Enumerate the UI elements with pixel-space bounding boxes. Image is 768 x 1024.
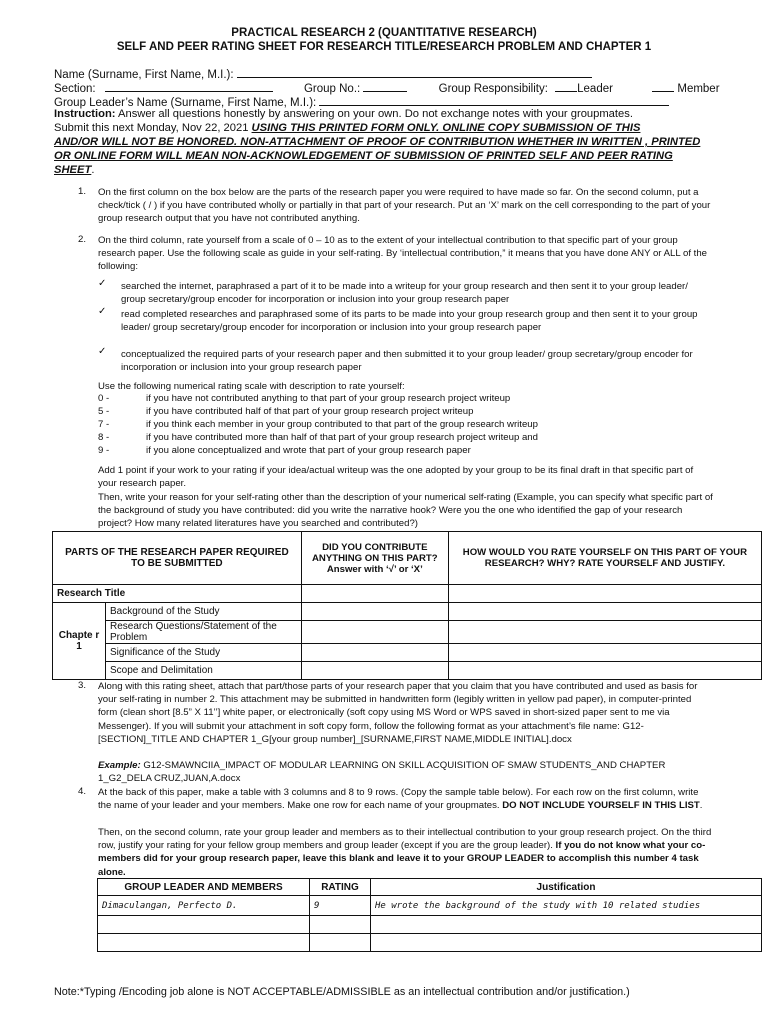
check-item-2: read completed researches and paraphrased some of its parts to be made into your group research group and then sent it to your group leader/ group secretary/group encoder for incorporation or inclusion into your group research paper	[121, 309, 698, 334]
chapter-label: Chapte r 1	[53, 603, 106, 680]
instruction-line4: OR ONLINE FORM WILL MEAN NON-ACKNOWLEDGEMENT OF SUBMISSION OF PRINTED SELF AND PEER RATING	[54, 150, 673, 162]
item4-text1: At the back of this paper, make a table with 3 columns and 8 to 9 rows. (Copy the sample table below). For each row on the first column, write the name of your leader and your members. Make one row for each name of your groupmates. DO NOT INCLUDE YOURSELF IN THIS LIST.	[98, 787, 703, 812]
rate-cell[interactable]	[448, 603, 761, 621]
group-no-blank[interactable]	[363, 80, 407, 92]
part-label: Scope and Delimitation	[106, 662, 302, 680]
member-justification-cell[interactable]	[371, 916, 762, 934]
self-rating-table	[52, 531, 762, 680]
item1-text: On the first column on the box below are the parts of the research paper you were required to have made so far. On the second column, put a check/tick ( / ) if you have contributed wholly or partially in that part of your research. Put an ‘X’ mark on the cell corresponding to the part of your group research output that you have not contributed anything.	[98, 187, 711, 225]
rate-cell[interactable]	[448, 644, 761, 662]
item4-text2: Then, on the second column, rate your group leader and members as to their intellectual contribution to your group research project. On the third row, justify your rating for your fellow group members and group leader (except if you are the group leader). If you do not know what your co-members did for your group research paper, leave this blank and leave it to your GROUP LEADER to accomplish this number 4 task alone.	[98, 827, 712, 878]
name-blank[interactable]	[237, 66, 592, 78]
col-header-parts: PARTS OF THE RESEARCH PAPER REQUIRED TO BE SUBMITTED	[53, 532, 302, 585]
member-rating-cell[interactable]	[310, 934, 371, 952]
member-justification-cell[interactable]: He wrote the background of the study with 10 related studies	[371, 896, 762, 916]
member-blank[interactable]	[652, 80, 674, 92]
scale-row: 9 - if you alone conceptualized and wrote that part of your group research paper	[98, 445, 471, 456]
check-icon: ✓	[98, 346, 107, 357]
contribute-cell[interactable]	[301, 662, 448, 680]
instruction-line5: SHEET.	[54, 164, 95, 176]
instruction-line2: Submit this next Monday, Nov 22, 2021 USING THIS PRINTED FORM ONLY. ONLINE COPY SUBMISSION OF THIS	[54, 122, 641, 134]
rate-cell[interactable]	[448, 585, 761, 603]
member-name-cell[interactable]	[98, 916, 310, 934]
part-label: Significance of the Study	[106, 644, 302, 662]
item2-number: 2.	[78, 234, 87, 245]
member-name-cell[interactable]: Dimaculangan, Perfecto D.	[98, 896, 310, 916]
item4-number: 4.	[78, 786, 87, 797]
scale-row: 8 - if you have contributed more than half of that part of your group research project writeup and	[98, 432, 538, 443]
instruction-line3: AND/OR WILL NOT BE HONORED. NON-ATTACHMENT OF PROOF OF CONTRIBUTION WHETHER IN WRITTEN , PRINTED	[54, 136, 701, 148]
contribute-cell[interactable]	[301, 621, 448, 644]
scale-row: 7 - if you think each member in your group contributed to that part of the group research writeup	[98, 419, 538, 430]
leader-name-blank[interactable]	[319, 94, 669, 106]
contribute-cell[interactable]	[301, 644, 448, 662]
rate-cell[interactable]	[448, 621, 761, 644]
item3-number: 3.	[78, 680, 87, 691]
col-header-members: GROUP LEADER AND MEMBERS	[98, 879, 310, 896]
add-point-text: Add 1 point if your work to your rating if your idea/actual writeup was the one adopted by your group to be its final draft in that specific part of your research paper.	[98, 465, 694, 490]
name-field[interactable]: Name (Surname, First Name, M.I.):	[54, 66, 592, 81]
col-header-contribute: DID YOU CONTRIBUTE ANYTHING ON THIS PART? Answer with ‘√’ or ‘X’	[301, 532, 448, 585]
item3-text: Along with this rating sheet, attach that part/those parts of your research paper that you claim that you have contributed and used as basis for your self-rating in number 2. This attachment may be submitted in handwritten form (legibly written in yellow pad paper), in computer-printed form (clean short [8.5” X 11’’] white paper, or electronically (soft copy using MS Word or WPS saved in short-sized paper sent to me via Messenger). If you will submit your attachment in soft copy form, follow the following format as your attachment’s file name: G12-[SECTION]_TITLE AND CHAPTER 1_G[your group number]_[SURNAME,FIRST NAME,MIDDLE INITIAL].docx	[98, 681, 698, 745]
part-label: Background of the Study	[106, 603, 302, 621]
sheet-title: SELF AND PEER RATING SHEET FOR RESEARCH TITLE/RESEARCH PROBLEM AND CHAPTER 1	[116, 41, 652, 53]
row-research-title: Research Title	[53, 585, 302, 603]
contribute-cell[interactable]	[301, 603, 448, 621]
item1-number: 1.	[78, 186, 87, 197]
check-icon: ✓	[98, 306, 107, 317]
section-blank[interactable]	[105, 80, 273, 92]
member-justification-cell[interactable]	[371, 934, 762, 952]
col-header-rating: RATING	[310, 879, 371, 896]
rate-cell[interactable]	[448, 662, 761, 680]
check-item-1: searched the internet, paraphrased a part of it to be made into a writeup for your group research and then sent it to your group leader/ group secretary/group encoder for incorporation or inclusion into your group research paper	[121, 281, 688, 306]
scale-intro: Use the following numerical rating scale with description to rate yourself:	[98, 381, 405, 392]
footer-note: Note:*Typing /Encoding job alone is NOT ACCEPTABLE/ADMISSIBLE as an intellectual contribution and/or justification.)	[54, 986, 630, 998]
leader-blank[interactable]	[555, 80, 577, 92]
scale-row: 0 - if you have not contributed anything to that part of your group research project writeup	[98, 393, 511, 404]
col-header-rate: HOW WOULD YOU RATE YOURSELF ON THIS PART OF YOUR RESEARCH? WHY? RATE YOURSELF AND JUSTIFY.	[448, 532, 761, 585]
part-label: Research Questions/Statement of the Problem	[106, 621, 302, 644]
member-name-cell[interactable]	[98, 934, 310, 952]
course-title: PRACTICAL RESEARCH 2 (QUANTITATIVE RESEARCH)	[231, 27, 537, 39]
instruction-line1: Instruction: Answer all questions honestly by answering on your own. Do not exchange notes with your groupmates.	[54, 108, 633, 120]
contribute-cell[interactable]	[301, 585, 448, 603]
check-item-3: conceptualized the required parts of your research paper and then submitted it to your group leader/ group secretary/group encoder for incorporation or inclusion into your group research paper	[121, 349, 693, 374]
member-rating-cell[interactable]: 9	[310, 896, 371, 916]
member-rating-cell[interactable]	[310, 916, 371, 934]
section-row: Section: Group No.: Group Responsibility: Leader Member	[54, 80, 720, 95]
item2-text: On the third column, rate yourself from a scale of 0 – 10 as to the extent of your intellectual contribution to that specific part of your group research paper. Use the following scale as guide in your self-rating. By ‘intellectual contribution,” it means that you have done ANY or ALL of the following:	[98, 235, 708, 273]
reason-text: Then, write your reason for your self-rating other than the description of your numerical self-rating (Example, you can specify what specific part of the background of study you have contributed: did you write the narrative hook? Were you the one who identified the gap of your research project? How many related literatures have you searched and contributed?)	[98, 492, 713, 530]
check-icon: ✓	[98, 278, 107, 289]
scale-row: 5 - if you have contributed half of that part of your group research project writeup	[98, 406, 474, 417]
col-header-justification: Justification	[371, 879, 762, 896]
peer-rating-table	[97, 878, 762, 952]
leader-name-field[interactable]: Group Leader’s Name (Surname, First Name, M.I.):	[54, 94, 669, 109]
item3-example: Example: G12-SMAWNCIIA_IMPACT OF MODULAR LEARNING ON SKILL ACQUISITION OF SMAW STUDENTS_AND CHAPTER 1_G2_DELA CRUZ,JUAN,A.docx	[98, 760, 666, 785]
